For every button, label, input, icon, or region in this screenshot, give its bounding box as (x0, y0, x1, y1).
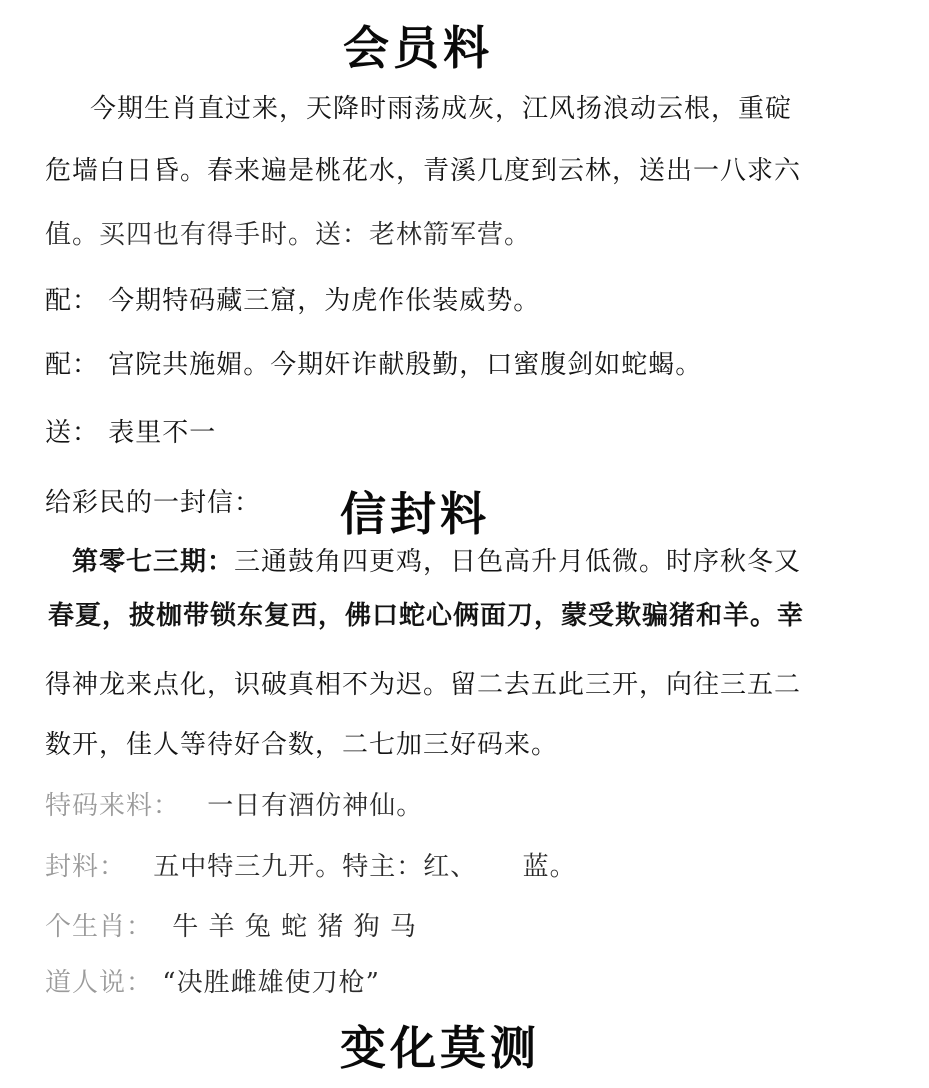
match-label: 配： (45, 286, 100, 316)
taoist-line (45, 962, 380, 999)
match-text: 宫院共施媚。今期奸诈献殷勤，口蜜腹剑如蛇蝎。 (108, 350, 703, 380)
section-title-member: 会员料 (343, 21, 493, 75)
envelope-code-text: 五中特三九开。特主：红、 (153, 852, 478, 882)
issue-line-1 (72, 541, 801, 578)
special-code-text: 一日有酒仿神仙。 (207, 791, 424, 821)
letter-intro: 给彩民的一封信： (45, 488, 262, 518)
issue-line-3: 得神龙来点化，识破真相不为迟。留二去五此三开，向往三五二 (45, 670, 802, 700)
match-label: 配： (45, 350, 100, 380)
section-title-changes: 变化莫测 (340, 1021, 540, 1075)
poem-line-1: 今期生肖直过来，天降时雨荡成灰，江风扬浪动云根，重碇 (90, 94, 793, 124)
poem-line-2: 危墙白日昏。春来遍是桃花水，青溪几度到云林，送出一八求六 (45, 156, 802, 186)
issue-label: 第零七三期： (72, 547, 235, 577)
gift-line (45, 412, 216, 449)
zodiac-line (45, 906, 417, 943)
issue-line-2: 春夏，披枷带锁东复西，佛口蛇心俩面刀，蒙受欺骗猪和羊。幸 (48, 601, 805, 631)
envelope-code-tail: 蓝。 (522, 852, 577, 882)
zodiac-label: 个生肖： (45, 912, 154, 942)
zodiac-text: 牛 羊 兔 蛇 猪 狗 马 (172, 912, 417, 942)
gift-text: 表里不一 (108, 418, 217, 448)
match-line-1 (45, 280, 540, 317)
match-text: 今期特码藏三窟，为虎作伥装威势。 (108, 286, 541, 316)
gift-label: 送： (45, 418, 100, 448)
issue-text: 三通鼓角四更鸡，日色高升月低微。时序秋冬又 (234, 547, 802, 577)
taoist-text: “决胜雌雄使刀枪” (162, 968, 380, 998)
poem-line-3: 值。买四也有得手时。送：老林箭军营。 (45, 220, 532, 250)
section-title-envelope: 信封料 (340, 487, 490, 541)
match-line-2 (45, 344, 702, 381)
issue-line-4: 数开，佳人等待好合数，二七加三好码来。 (45, 730, 559, 760)
taoist-label: 道人说： (45, 968, 154, 998)
special-code-label: 特码来料： (45, 791, 181, 821)
envelope-code-label: 封料： (45, 852, 127, 882)
envelope-code-line (45, 846, 577, 883)
special-code-line (45, 785, 423, 822)
